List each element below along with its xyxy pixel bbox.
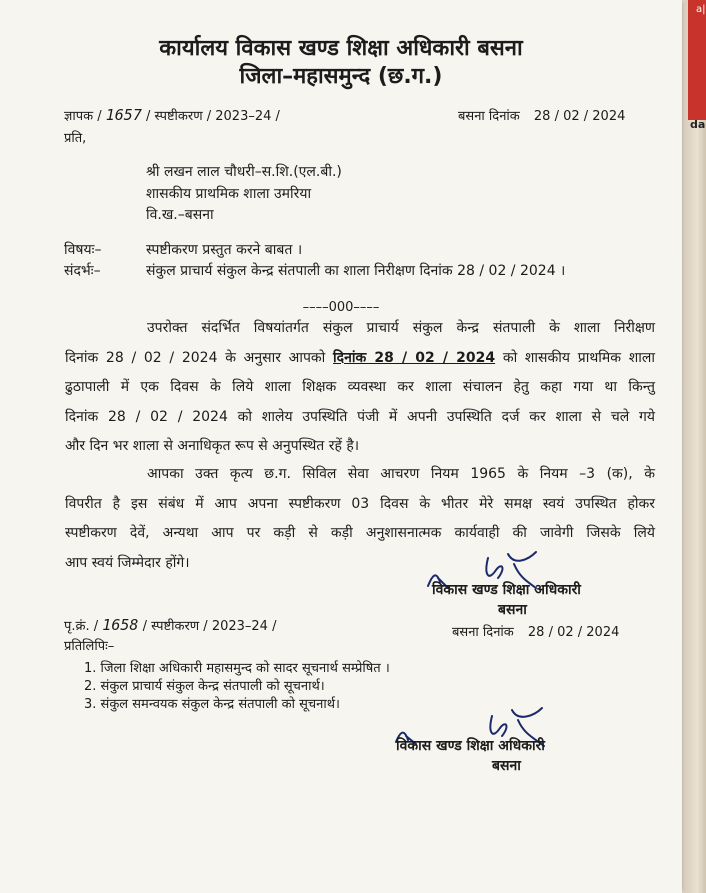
memo-number: 1657 <box>105 106 142 124</box>
copy-item: 1. जिला शिक्षा अधिकारी महासमुन्द को सादर सूचनार्थ सम्प्रेषित । <box>84 661 390 676</box>
signature-2-place: बसना <box>492 758 521 774</box>
poster-text: a| <box>696 4 706 15</box>
body-line: उपरोक्त संदर्भित विषयांतर्गत संकुल प्राचार्य संकुल केन्द्र संतपाली के शाला निरीक्षण <box>147 320 655 336</box>
body-line: आपका उक्त कृत्य छ.ग. सिविल सेवा आचरण नियम 1965 के नियम –3 (क), के <box>147 466 655 482</box>
copy-item: 3. संकुल समन्वयक संकुल केन्द्र संतपाली को सूचनार्थ। <box>84 697 340 712</box>
body-paragraph-1 <box>65 314 655 462</box>
edge-text: da <box>690 118 706 131</box>
body-segment: दिनांक 28 / 02 / 2024 के अनुसार आपको <box>65 349 326 366</box>
copy-date-label: बसना दिनांक <box>452 625 514 640</box>
signature-1-place: बसना <box>498 602 527 618</box>
body-line: स्पष्टीकरण देवें, अन्यथा आप पर कड़ी से कड़ी अनुशासनात्मक कार्यवाही की जावेगी जिसके लिये <box>65 525 655 541</box>
copy-prefix: पृ.क्रं. / <box>64 619 99 634</box>
signature-2-title: विकास खण्ड शिक्षा अधिकारी <box>396 738 545 754</box>
copy-heading: प्रतिलिपिः– <box>64 639 115 654</box>
office-district: जिला–महासमुन्द (छ.ग.) <box>239 64 443 89</box>
body-line: दिनांक 28 / 02 / 2024 को शालेय उपस्थिति पंजी में अपनी उपस्थिति दर्ज कर शाला से चले गये <box>65 408 655 425</box>
memo-suffix: / स्पष्टीकरण / 2023–24 / <box>146 109 280 124</box>
body-line <box>65 344 655 374</box>
copy-item: 2. संकुल प्राचार्य संकुल केन्द्र संतपाली को सूचनार्थ। <box>84 679 325 694</box>
copy-suffix: / स्पष्टीकरण / 2023–24 / <box>142 619 277 634</box>
red-poster-edge <box>688 0 706 120</box>
body-line: और दिन भर शाला से अनाधिकृत रूप से अनुपस्थित रहें है। <box>65 438 360 454</box>
subject-text: स्पष्टीकरण प्रस्तुत करने बाबत । <box>146 242 303 258</box>
recipient-school: शासकीय प्राथमिक शाला उमरिया <box>146 186 312 202</box>
copy-date <box>452 622 619 640</box>
copy-reference <box>64 616 276 634</box>
body-segment: को शासकीय प्राथमिक शाला <box>502 349 655 366</box>
reference-text: संकुल प्राचार्य संकुल केन्द्र संतपाली का शाला निरीक्षण दिनांक 28 / 02 / 2024 । <box>146 263 566 279</box>
memo-date <box>458 106 625 124</box>
copy-number: 1658 <box>102 616 139 634</box>
office-title: कार्यालय विकास खण्ड शिक्षा अधिकारी बसना <box>159 36 523 61</box>
memo-date-value: 28 / 02 / 2024 <box>533 109 626 124</box>
highlighted-date: दिनांक 28 / 02 / 2024 <box>333 349 496 366</box>
copy-date-value: 28 / 02 / 2024 <box>527 625 620 640</box>
prati-label: प्रति, <box>64 131 87 146</box>
recipient-block: वि.ख.–बसना <box>146 207 214 223</box>
memo-prefix: ज्ञापक / <box>64 109 102 124</box>
body-line: ढुठापाली में एक दिवस के लिये शाला शिक्षक व्यवस्था कर शाला संचालन हेतु कहा गया था किन्तु <box>65 379 655 395</box>
memo-reference <box>64 106 280 124</box>
body-line: विपरीत है इस संबंध में आप अपना स्पष्टीकरण 03 दिवस के भीतर मेरे समक्ष स्वयं उपस्थित होकर <box>65 495 655 512</box>
recipient-name: श्री लखन लाल चौधरी–स.शि.(एल.बी.) <box>146 164 342 180</box>
background-edge <box>684 0 706 893</box>
divider: ––––000–––– <box>302 300 380 315</box>
body-line: आप स्वयं जिम्मेदार होंगे। <box>65 554 190 571</box>
signature-1-title: विकास खण्ड शिक्षा अधिकारी <box>432 582 581 598</box>
subject-label: विषयः– <box>64 242 102 258</box>
reference-label: संदर्भः– <box>64 263 101 279</box>
memo-date-label: बसना दिनांक <box>458 109 520 124</box>
